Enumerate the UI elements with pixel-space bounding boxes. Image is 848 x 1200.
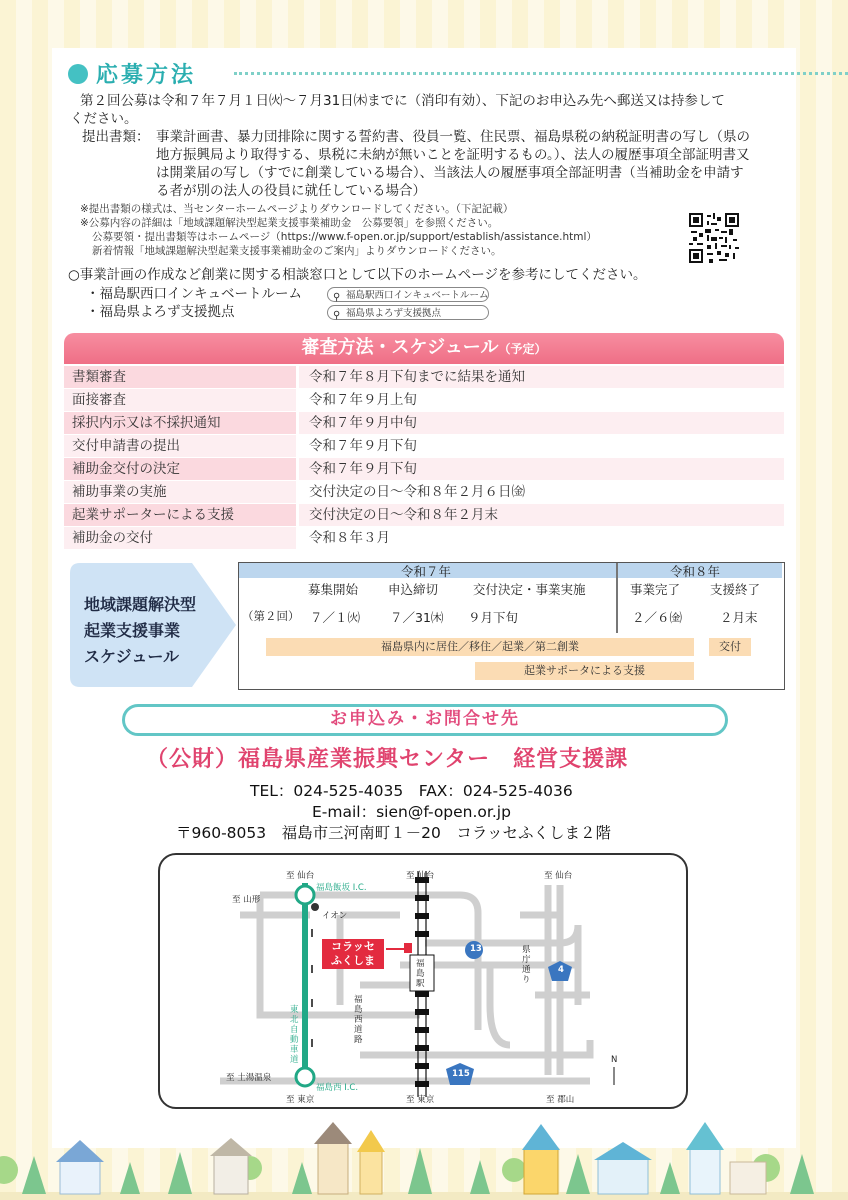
timeline-bar-supporter: 起業サポータによる支援 (475, 662, 694, 680)
timeline-label-line: 地域課題解決型 (84, 595, 197, 614)
round-label: （第２回） (242, 609, 300, 623)
schedule-date: 令和７年９月中旬 (299, 412, 784, 434)
schedule-date: 令和８年３月 (299, 527, 784, 549)
route-number: 13 (470, 944, 482, 954)
schedule-date: 交付決定の日～令和８年２月末 (299, 504, 784, 526)
schedule-title-bar (64, 333, 784, 364)
map-label: 至 東京 (286, 1095, 315, 1105)
search-icon: ⚲ (333, 292, 341, 303)
timeline-bar-grant: 交付 (709, 638, 751, 656)
note-line: ※提出書類の様式は、当センターホームページよりダウンロードしてください。（下記記載） (80, 203, 514, 215)
year-label: 令和８年 (670, 564, 721, 579)
map-label: 至 山形 (232, 895, 261, 905)
map-label: イオン (322, 911, 348, 921)
map-label: 県庁通り (522, 945, 531, 985)
contact-address: 〒960-8053 福島市三河南町１－20 コラッセふくしま２階 (176, 824, 612, 842)
contact-heading-text: お申込み・お問合せ先 (330, 709, 520, 729)
town-illustration (0, 1108, 848, 1200)
map-label: 至 仙台 (544, 871, 573, 881)
docs-label: 提出書類： (82, 129, 150, 145)
docs-line: は開業届の写し（すでに創業している場合）、当該法人の履歴事項全部証明書（当補助金を申請す (156, 165, 744, 181)
search-keyword: 福島県よろず支援拠点 (346, 308, 442, 319)
schedule-date: 令和７年９月下旬 (299, 458, 784, 480)
section-title: 応募方法 (96, 63, 197, 88)
table-row (64, 412, 784, 434)
timeline-header: 交付決定・事業実施 (473, 582, 586, 597)
timeline-header: 申込締切 (388, 582, 439, 597)
search-icon: ⚲ (333, 310, 341, 321)
schedule-item: 起業サポーターによる支援 (64, 504, 296, 526)
search-box-incubate[interactable] (327, 287, 489, 302)
map-label: 福島西 I.C. (316, 1083, 359, 1093)
qr-code-icon[interactable] (689, 213, 739, 263)
timeline-label-line: スケジュール (84, 647, 180, 666)
search-box-yorozu[interactable] (327, 305, 489, 320)
map-label: 福島飯坂 I.C. (316, 883, 367, 893)
korasse-name: コラッセ (331, 940, 375, 953)
north-arrow-icon: N (611, 1055, 618, 1065)
timeline-date: ２月末 (720, 610, 758, 625)
year-divider (616, 563, 618, 633)
search-keyword: 福島駅西口インキュベートルーム (346, 290, 489, 301)
map-label: 至 東京 (406, 1095, 435, 1105)
timeline-header: 募集開始 (308, 582, 359, 597)
schedule-title: 審査方法・スケジュール (301, 337, 499, 358)
route-number: 4 (558, 965, 564, 975)
map-label: 福島駅 (416, 959, 425, 989)
table-row (64, 527, 784, 549)
section-divider (234, 72, 848, 75)
table-row (64, 458, 784, 480)
korasse-name: ふくしま (331, 954, 375, 967)
timeline-date: ９月下旬 (468, 610, 519, 625)
access-map (158, 853, 688, 1109)
timeline-bar-residence: 福島県内に居住／移住／起業／第二創業 (266, 638, 694, 656)
note-line: 新着情報「地域課題解決型起業支援事業補助金のご案内」よりダウンロードください。 (92, 245, 502, 257)
consult-text: ○事業計画の作成など創業に関する相談窓口として以下のホームページを参考にしてください。 (68, 267, 647, 283)
table-row (64, 366, 784, 388)
timeline-date: ７／１㈫ (310, 610, 361, 625)
timeline-label (84, 592, 196, 670)
schedule-date: 令和７年８月下旬までに結果を通知 (299, 366, 784, 388)
map-label: 福島西道路 (354, 995, 363, 1045)
section-header-application (68, 60, 788, 88)
note-line: 公募要領・提出書類等はホームページ（https://www.f-open.or.jp/support/establish/assistance.html） (92, 231, 597, 243)
contact-email[interactable]: E-mail：sien@f-open.or.jp (312, 803, 511, 821)
timeline-header: 事業完了 (630, 582, 681, 597)
map-label: 至 仙台 (286, 871, 315, 881)
schedule-date: 交付決定の日～令和８年２月６日㈮ (299, 481, 784, 503)
map-label: 至 仙台 (406, 871, 435, 881)
consult-item-label: ・福島駅西口インキュベートルーム (86, 286, 302, 302)
docs-line: 事業計画書、暴力団排除に関する誓約書、役員一覧、住民票、福島県税の納税証明書の写し（県の (156, 129, 750, 145)
timeline-date: ７／31㈭ (390, 610, 444, 625)
schedule-title-suffix: （予定） (498, 342, 547, 356)
schedule-date: 令和７年９月上旬 (299, 389, 784, 411)
note-line: ※公募内容の詳細は「地域課題解決型起業支援事業補助金 公募要領」を参照ください。 (80, 217, 499, 229)
intro-line-1: 第２回公募は令和７年７月１日㈫～７月31日㈭までに（消印有効）、下記のお申込み先へ郵送又は持参して (80, 93, 725, 109)
table-row (64, 435, 784, 457)
timeline-label-line: 起業支援事業 (84, 621, 181, 640)
contact-heading (122, 704, 728, 736)
table-row (64, 481, 784, 503)
year-label: 令和７年 (401, 564, 452, 579)
bullet-circle-icon (68, 64, 88, 84)
docs-line: 地方振興局より取得する、県税に未納が無いことを証明するもの。）、法人の履歴事項全部証明書又 (156, 147, 750, 163)
table-row (64, 504, 784, 526)
intro-line-2: ください。 (70, 111, 138, 127)
map-label: 至 土湯温泉 (226, 1073, 272, 1083)
consult-item-label: ・福島県よろず支援拠点 (86, 304, 235, 320)
schedule-item: 採択内示又は不採択通知 (64, 412, 296, 434)
contact-tel-fax: TEL：024-525-4035 FAX：024-525-4036 (250, 782, 573, 800)
map-label: 至 郡山 (546, 1095, 575, 1105)
schedule-item: 補助金交付の決定 (64, 458, 296, 480)
korasse-building-marker[interactable] (322, 939, 384, 969)
timeline-header: 支援終了 (710, 582, 761, 597)
schedule-item: 面接審査 (64, 389, 296, 411)
schedule-item: 補助金の交付 (64, 527, 296, 549)
docs-line: る者が別の法人の役員に就任している場合） (156, 183, 426, 199)
schedule-item: 交付申請書の提出 (64, 435, 296, 457)
organization-name: （公財）福島県産業振興センター 経営支援課 (146, 747, 629, 772)
map-label: 東北自動車道 (290, 1005, 299, 1065)
table-row (64, 389, 784, 411)
timeline-date: ２／６㈮ (632, 610, 683, 625)
schedule-date: 令和７年９月下旬 (299, 435, 784, 457)
schedule-item: 書類審査 (64, 366, 296, 388)
route-number: 115 (452, 1069, 470, 1079)
schedule-item: 補助事業の実施 (64, 481, 296, 503)
